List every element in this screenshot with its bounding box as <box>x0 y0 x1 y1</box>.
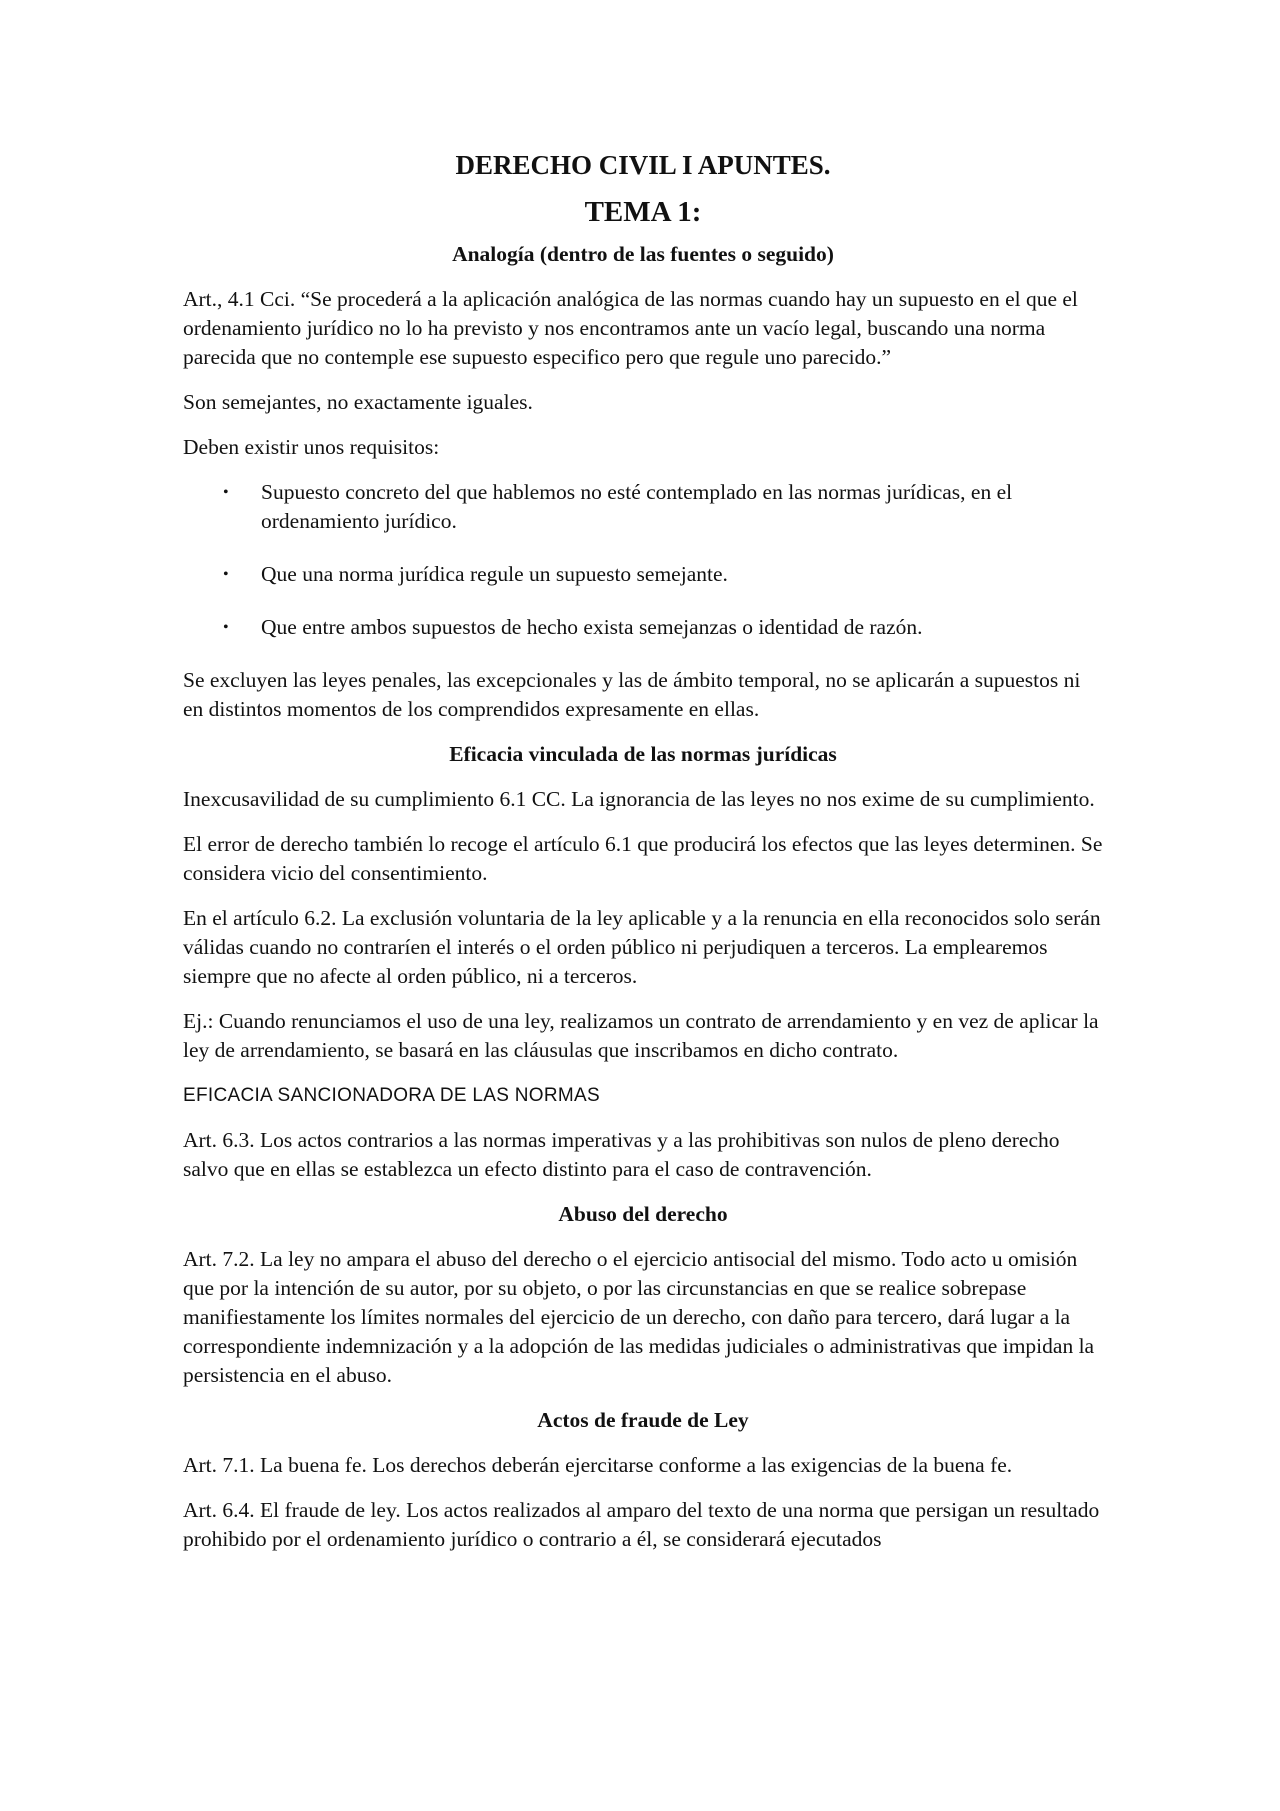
list-item-text: Que entre ambos supuestos de hecho exista semejanzas o identidad de razón. <box>261 615 923 639</box>
section-heading-eficacia-sancionadora: EFICACIA SANCIONADORA DE LAS NORMAS <box>183 1085 600 1106</box>
section-heading-eficacia-vinculada: Eficacia vinculada de las normas jurídicas <box>449 742 837 766</box>
document-page <box>183 148 1103 1570</box>
document-subtitle: TEMA 1: <box>584 196 702 228</box>
paragraph: Art. 6.3. Los actos contrarios a las normas imperativas y a las prohibitivas son nulos de pleno derecho salvo que en ellas se establezca un efecto distinto para el caso de contravención. <box>183 1128 1060 1181</box>
paragraph: Inexcusavilidad de su cumplimiento 6.1 CC. La ignorancia de las leyes no nos exime de su cumplimiento. <box>183 787 1095 811</box>
paragraph: Art. 7.2. La ley no ampara el abuso del derecho o el ejercicio antisocial del mismo. Todo acto u omisión que por la intención de su autor, por su objeto, o por las circunstancias en que se realice sobrepase manifiestamente los límites normales del ejercicio de un derecho, con daño para tercero, dará lugar a la correspondiente indemnización y a la adopción de las medidas judiciales o administrativas que impidan la persistencia en el abuso. <box>183 1247 1095 1387</box>
section-heading-abuso-derecho: Abuso del derecho <box>558 1202 728 1226</box>
paragraph: Ej.: Cuando renunciamos el uso de una ley, realizamos un contrato de arrendamiento y en vez de aplicar la ley de arrendamiento, se basará en las cláusulas que inscribamos en dicho contrato. <box>183 1009 1099 1062</box>
paragraph: En el artículo 6.2. La exclusión voluntaria de la ley aplicable y a la renuncia en ella reconocidos solo serán válidas cuando no contraríen el interés o el orden público ni perjudiquen a terceros. La emplearemos siempre que no afecte al orden público, ni a terceros. <box>183 906 1101 988</box>
bullet-icon: • <box>223 566 229 583</box>
paragraph: Art. 7.1. La buena fe. Los derechos deberán ejercitarse conforme a las exigencias de la buena fe. <box>183 1453 1013 1477</box>
paragraph: Deben existir unos requisitos: <box>183 435 440 459</box>
paragraph: El error de derecho también lo recoge el artículo 6.1 que producirá los efectos que las leyes determinen. Se considera vicio del consentimiento. <box>183 832 1103 885</box>
section-heading-analogia: Analogía (dentro de las fuentes o seguido) <box>452 242 834 266</box>
requirements-list <box>183 478 1103 642</box>
paragraph: Art. 6.4. El fraude de ley. Los actos realizados al amparo del texto de una norma que persigan un resultado prohibido por el ordenamiento jurídico o contrario a él, se considerará ejecutados <box>183 1498 1100 1551</box>
section-heading-fraude-ley: Actos de fraude de Ley <box>537 1408 749 1432</box>
list-item-text: Que una norma jurídica regule un supuesto semejante. <box>261 562 728 586</box>
paragraph: Se excluyen las leyes penales, las excepcionales y las de ámbito temporal, no se aplicarán a supuestos ni en distintos momentos de los comprendidos expresamente en ellas. <box>183 668 1081 721</box>
list-item <box>183 560 1103 589</box>
list-item-text: Supuesto concreto del que hablemos no esté contemplado en las normas jurídicas, en el ordenamiento jurídico. <box>261 480 1013 533</box>
list-item <box>183 613 1103 642</box>
paragraph: Art., 4.1 Cci. “Se procederá a la aplicación analógica de las normas cuando hay un supuesto en el que el ordenamiento jurídico no lo ha previsto y nos encontramos ante un vacío legal, buscando una norma parecida que no contemple ese supuesto especifico pero que regule uno parecido.” <box>183 287 1078 369</box>
document-title: DERECHO CIVIL I APUNTES. <box>455 150 831 180</box>
bullet-icon: • <box>223 619 229 636</box>
bullet-icon: • <box>223 484 229 501</box>
list-item <box>183 478 1103 536</box>
paragraph: Son semejantes, no exactamente iguales. <box>183 390 533 414</box>
